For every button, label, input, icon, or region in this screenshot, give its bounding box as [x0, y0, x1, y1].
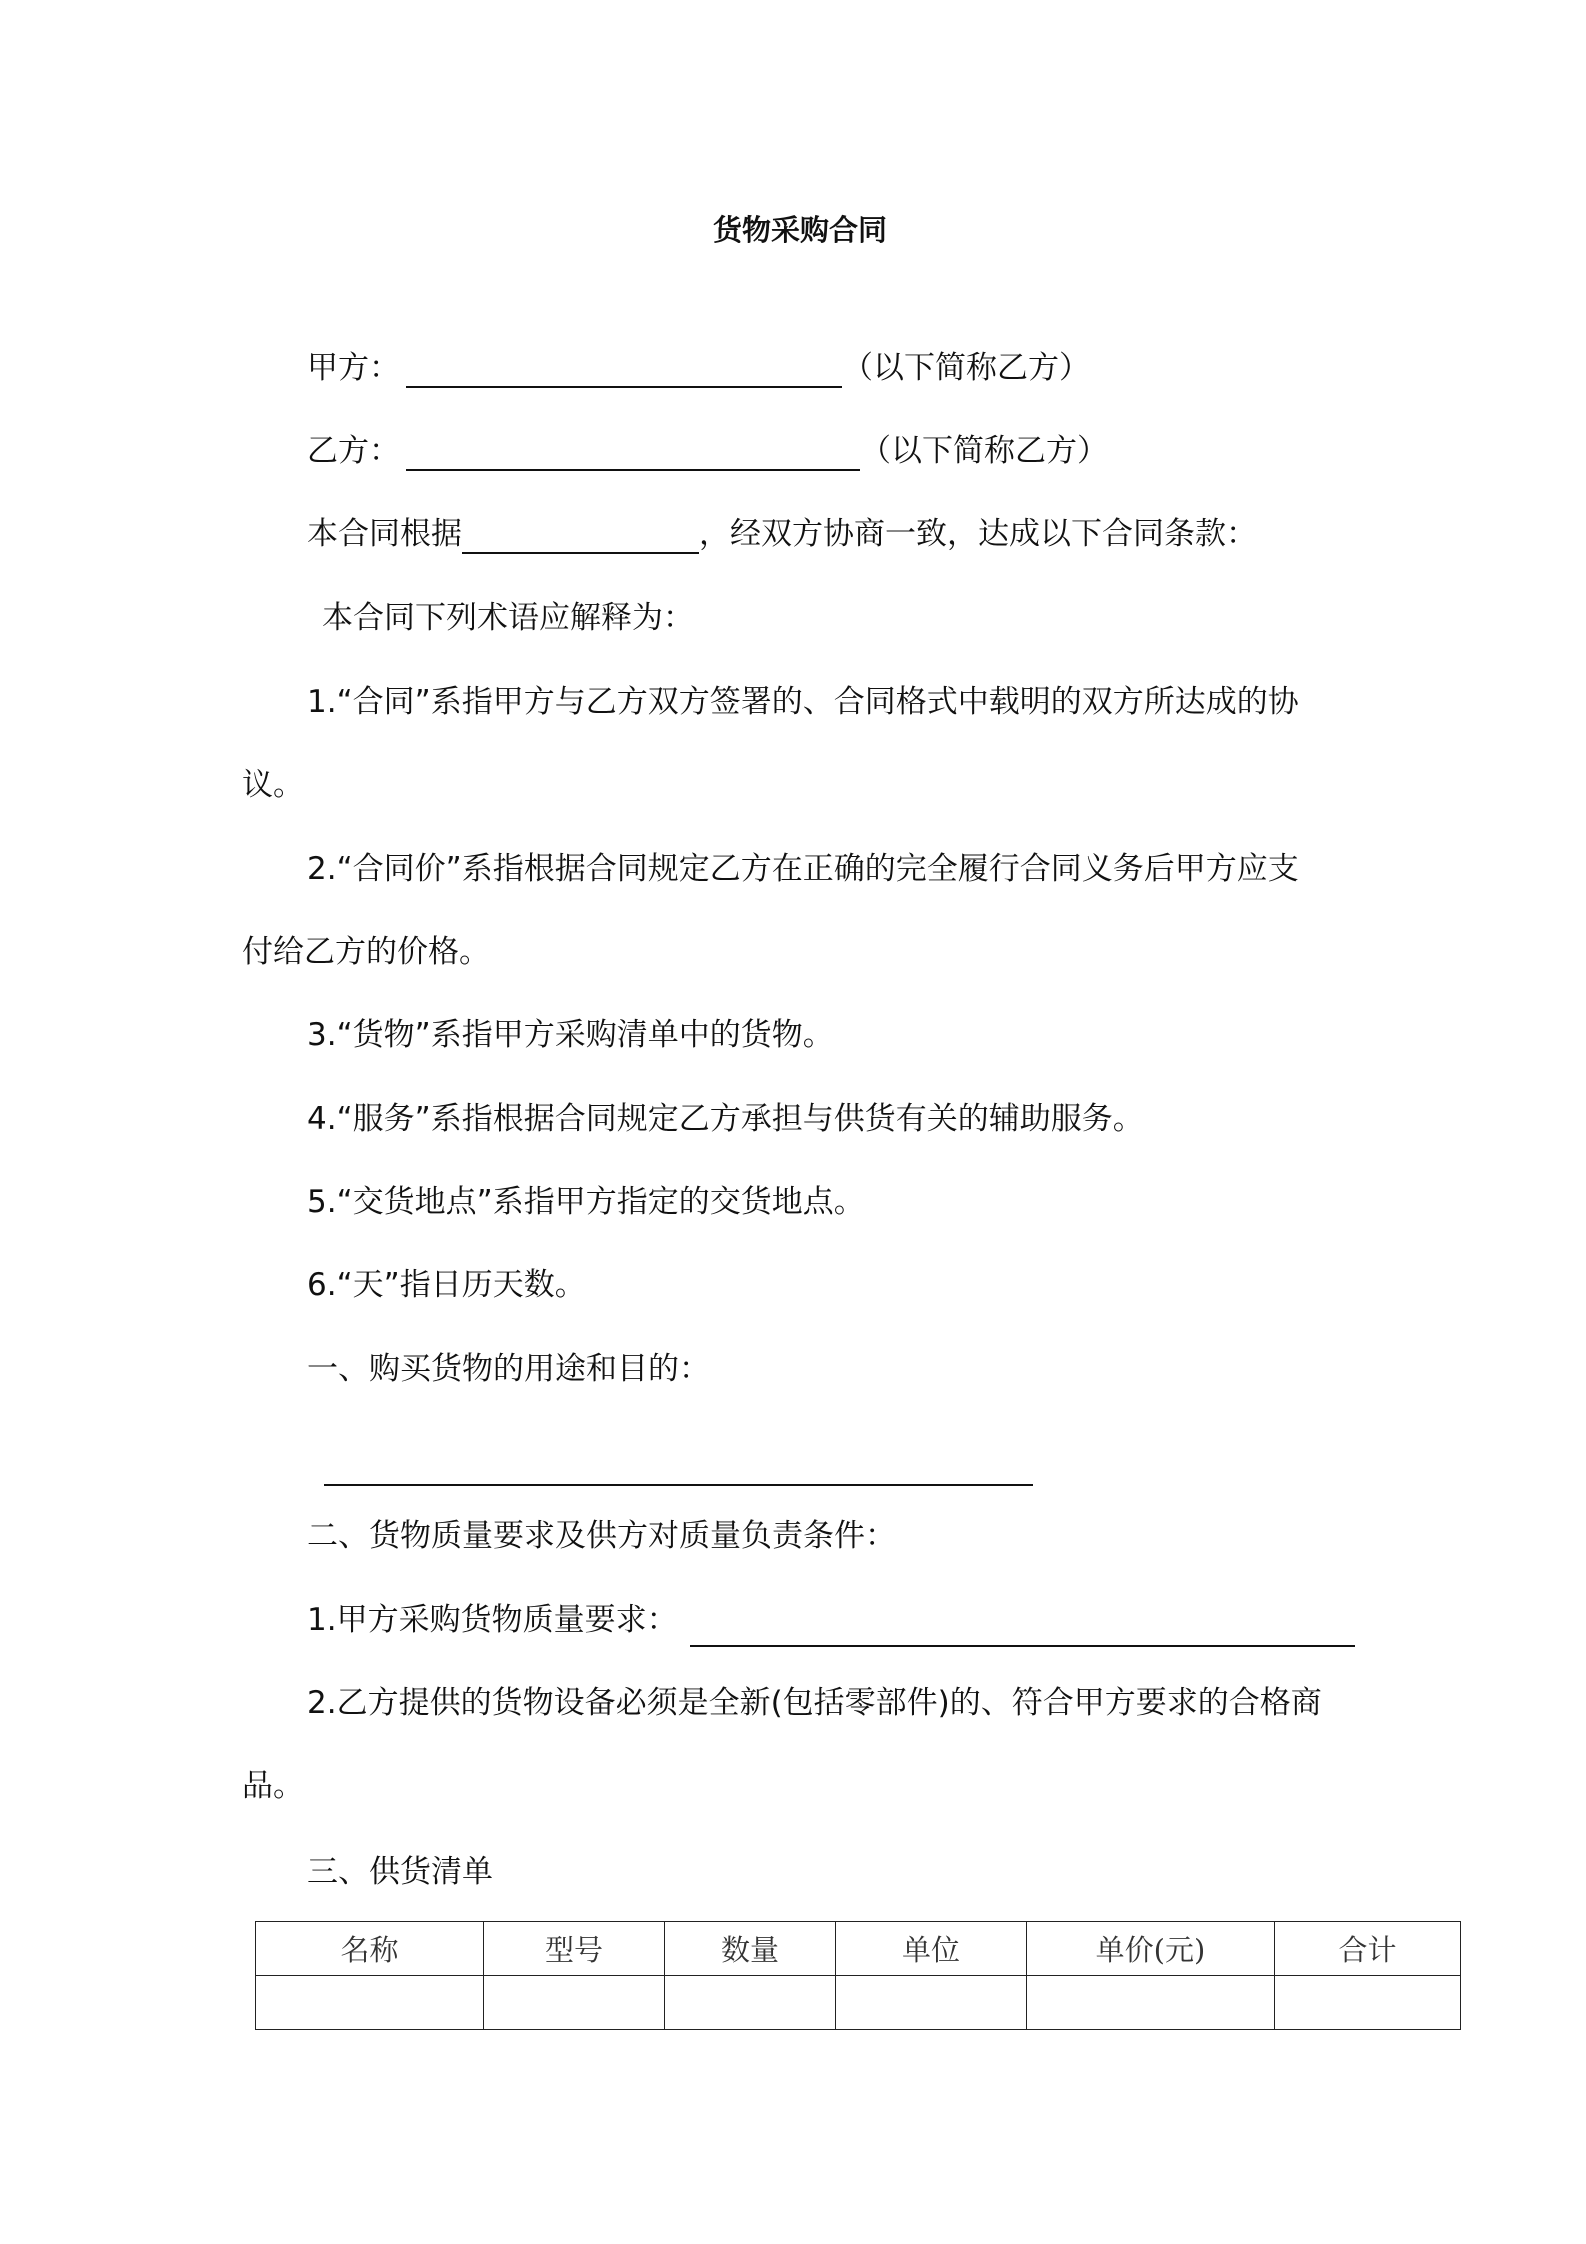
definition-5: 5.“交货地点”系指甲方指定的交货地点。: [307, 1184, 865, 1220]
column-header: 单位: [836, 1922, 1027, 1976]
basis-line: [307, 514, 1257, 554]
definition-2-line1: 2.“合同价”系指根据合同规定乙方在正确的完全履行合同义务后甲方应支: [307, 851, 1299, 887]
party-b-name-field[interactable]: [406, 433, 860, 471]
table-cell[interactable]: [1275, 1976, 1461, 2030]
quality-requirement-line: [307, 1600, 678, 1640]
section-1-heading: 一、购买货物的用途和目的：: [307, 1351, 710, 1387]
definition-3: 3.“货物”系指甲方采购清单中的货物。: [307, 1017, 834, 1053]
party-a-name-field[interactable]: [406, 350, 842, 388]
definition-4: 4.“服务”系指根据合同规定乙方承担与供货有关的辅助服务。: [307, 1101, 1144, 1137]
terms-intro: 本合同下列术语应解释为：: [322, 600, 694, 636]
basis-suffix: ，经双方协商一致，达成以下合同条款：: [699, 516, 1257, 552]
basis-prefix: 本合同根据: [307, 516, 462, 552]
column-header: 型号: [484, 1922, 665, 1976]
table-cell[interactable]: [665, 1976, 836, 2030]
definition-6: 6.“天”指日历天数。: [307, 1267, 586, 1303]
section-2-item2-line2: 品。: [242, 1768, 304, 1804]
table-row: [256, 1976, 1461, 2030]
party-a-suffix: （以下简称乙方）: [842, 350, 1090, 386]
table-cell[interactable]: [256, 1976, 484, 2030]
party-a-line: [307, 348, 1090, 388]
supply-list-table: [255, 1921, 1461, 2030]
column-header: 单价(元): [1027, 1922, 1275, 1976]
party-b-suffix: （以下简称乙方）: [860, 433, 1108, 469]
column-header: 合计: [1275, 1922, 1461, 1976]
column-header: 数量: [665, 1922, 836, 1976]
quality-requirement-label: 1.甲方采购货物质量要求：: [307, 1602, 678, 1638]
table-header-row: [256, 1922, 1461, 1976]
table-cell[interactable]: [1027, 1976, 1275, 2030]
page-title: 货物采购合同: [712, 213, 887, 247]
table-cell[interactable]: [836, 1976, 1027, 2030]
definition-1-line2: 议。: [242, 767, 304, 803]
purpose-field[interactable]: [324, 1484, 1033, 1486]
quality-requirement-field[interactable]: [690, 1645, 1355, 1647]
table-cell[interactable]: [484, 1976, 665, 2030]
column-header: 名称: [256, 1922, 484, 1976]
party-b-label: 乙方：: [307, 433, 400, 469]
definition-1-line1: 1.“合同”系指甲方与乙方双方签署的、合同格式中载明的双方所达成的协: [307, 684, 1299, 720]
definition-2-line2: 付给乙方的价格。: [242, 934, 490, 970]
section-3-heading: 三、供货清单: [307, 1854, 493, 1890]
party-a-label: 甲方：: [307, 350, 400, 386]
section-2-heading: 二、货物质量要求及供方对质量负责条件：: [307, 1518, 896, 1554]
section-2-item2-line1: 2.乙方提供的货物设备必须是全新(包括零部件)的、符合甲方要求的合格商: [307, 1685, 1322, 1721]
party-b-line: [307, 431, 1108, 471]
basis-field[interactable]: [462, 516, 699, 554]
